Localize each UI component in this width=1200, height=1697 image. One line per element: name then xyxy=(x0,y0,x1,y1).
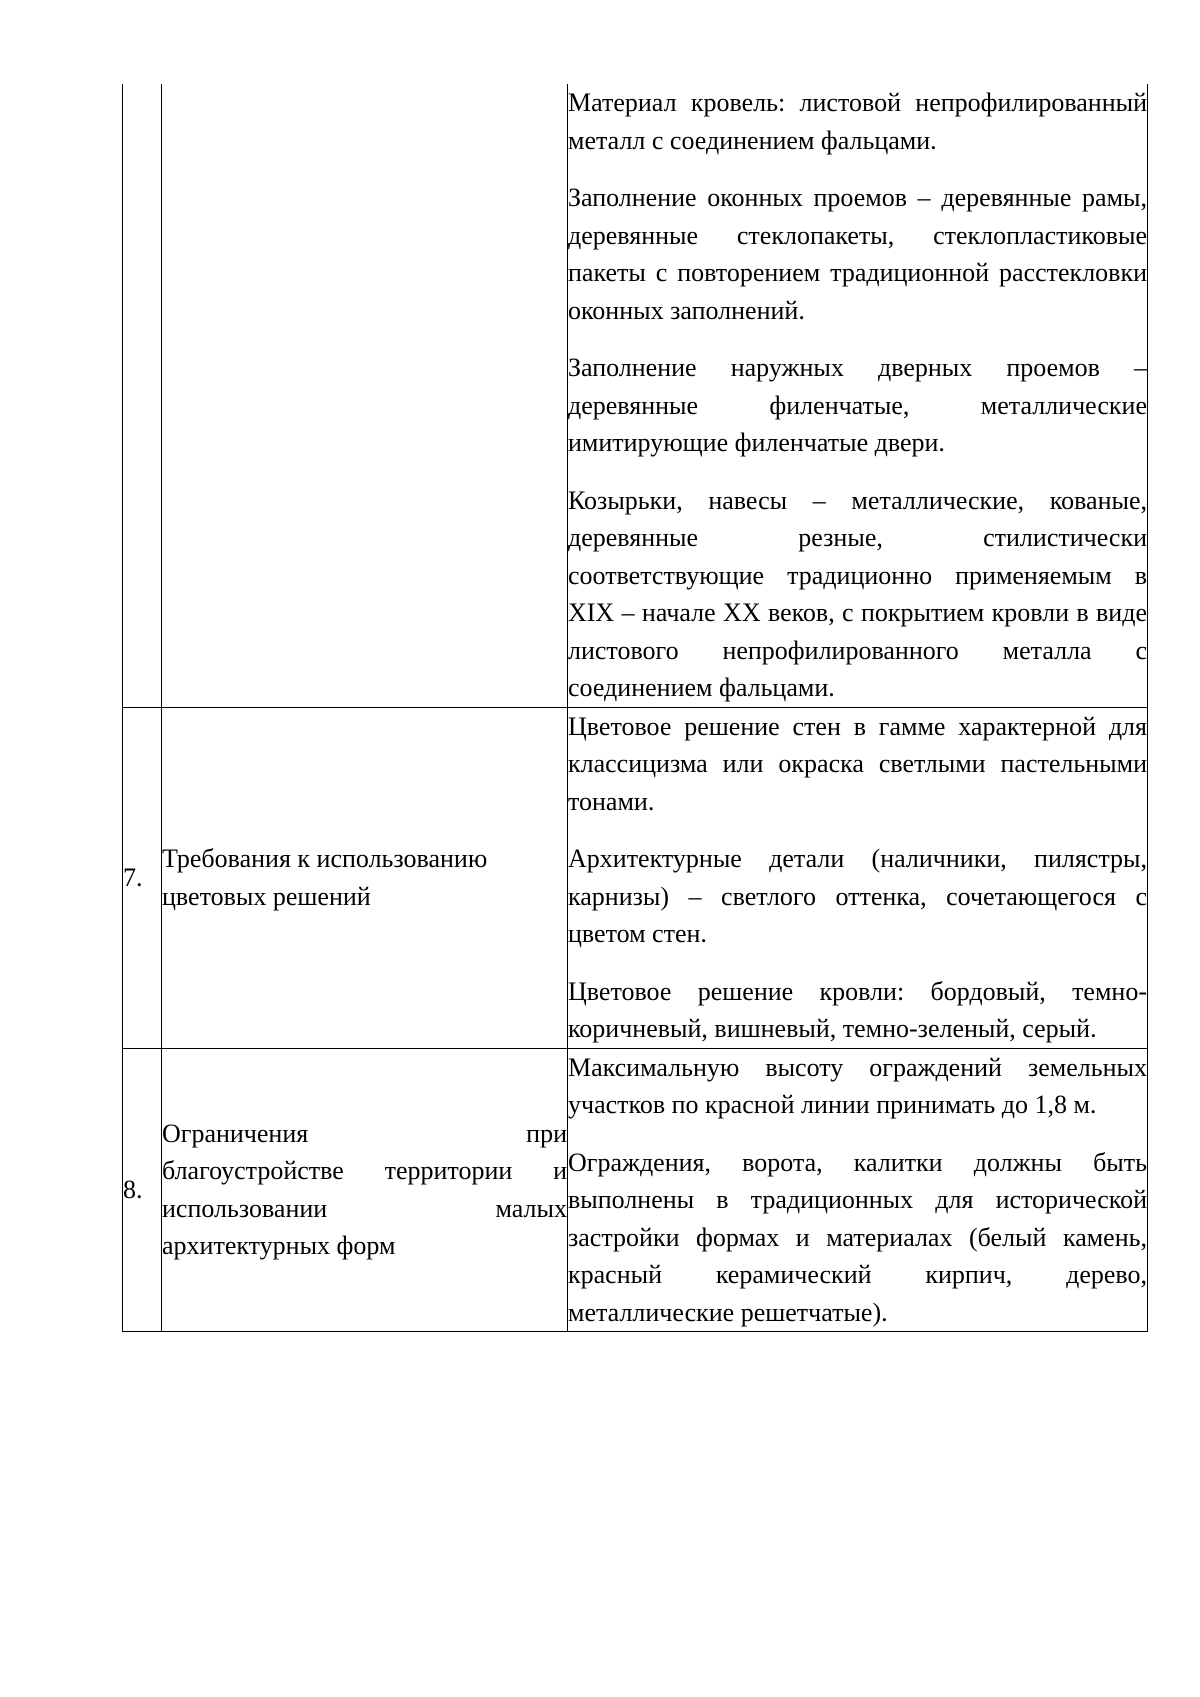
requirement-name-text: Требования к использованию цветовых решений xyxy=(162,844,488,911)
description-paragraph: Материал кровель: листовой непрофилированный металл с соединением фальцами. xyxy=(568,88,1147,155)
requirement-name xyxy=(162,1048,568,1332)
requirement-name-line: архитектурных форм xyxy=(162,1231,396,1261)
description-paragraph: Ограждения, ворота, калитки должны быть выполнены в традиционных для исторической застройки формах и материалах (белый камень, красный керамический кирпич, дерево, металлические решетчатые). xyxy=(568,1147,1147,1327)
description-paragraph: Козырьки, навесы – металлические, кованые, деревянные резные, стилистически соответствующие традиционно применяемым в XIX – начале XX веков, с покрытием кровли в виде листового непрофилированного металла с соединением фальцами. xyxy=(568,485,1147,702)
requirement-name-line: использовании малых xyxy=(162,1193,567,1223)
row-number xyxy=(123,84,162,707)
table-row xyxy=(123,707,1148,1048)
requirement-description xyxy=(568,1048,1148,1332)
requirement-name-line: Ограничения при xyxy=(162,1118,567,1148)
requirement-name xyxy=(162,84,568,707)
description-paragraph: Архитектурные детали (наличники, пилястры, карнизы) – светлого оттенка, сочетающегося с цветом стен. xyxy=(568,844,1147,948)
table-row xyxy=(123,1048,1148,1332)
description-paragraph: Максимальную высоту ограждений земельных участков по красной линии принимать до 1,8 м. xyxy=(568,1052,1147,1119)
row-number: 7. xyxy=(123,707,162,1048)
requirement-description xyxy=(568,707,1148,1048)
description-paragraph: Заполнение наружных дверных проемов – деревянные филенчатые, металлические имитирующие филенчатые двери. xyxy=(568,353,1147,457)
table-row xyxy=(123,84,1148,707)
description-paragraph: Цветовое решение стен в гамме характерной для классицизма или окраска светлыми пастельными тонами. xyxy=(568,711,1147,816)
requirement-description xyxy=(568,84,1148,707)
requirement-name-line: благоустройстве территории и xyxy=(162,1156,567,1186)
description-paragraph: Цветовое решение кровли: бордовый, темно-коричневый, вишневый, темно-зеленый, серый. xyxy=(568,976,1147,1043)
regulations-table xyxy=(122,84,1148,1332)
requirement-name-text xyxy=(162,1115,567,1265)
description-paragraph: Заполнение оконных проемов – деревянные рамы, деревянные стеклопакеты, стеклопластиковые пакеты с повторением традиционной расстекловки оконных заполнений. xyxy=(568,183,1147,325)
row-number: 8. xyxy=(123,1048,162,1332)
requirement-name xyxy=(162,707,568,1048)
